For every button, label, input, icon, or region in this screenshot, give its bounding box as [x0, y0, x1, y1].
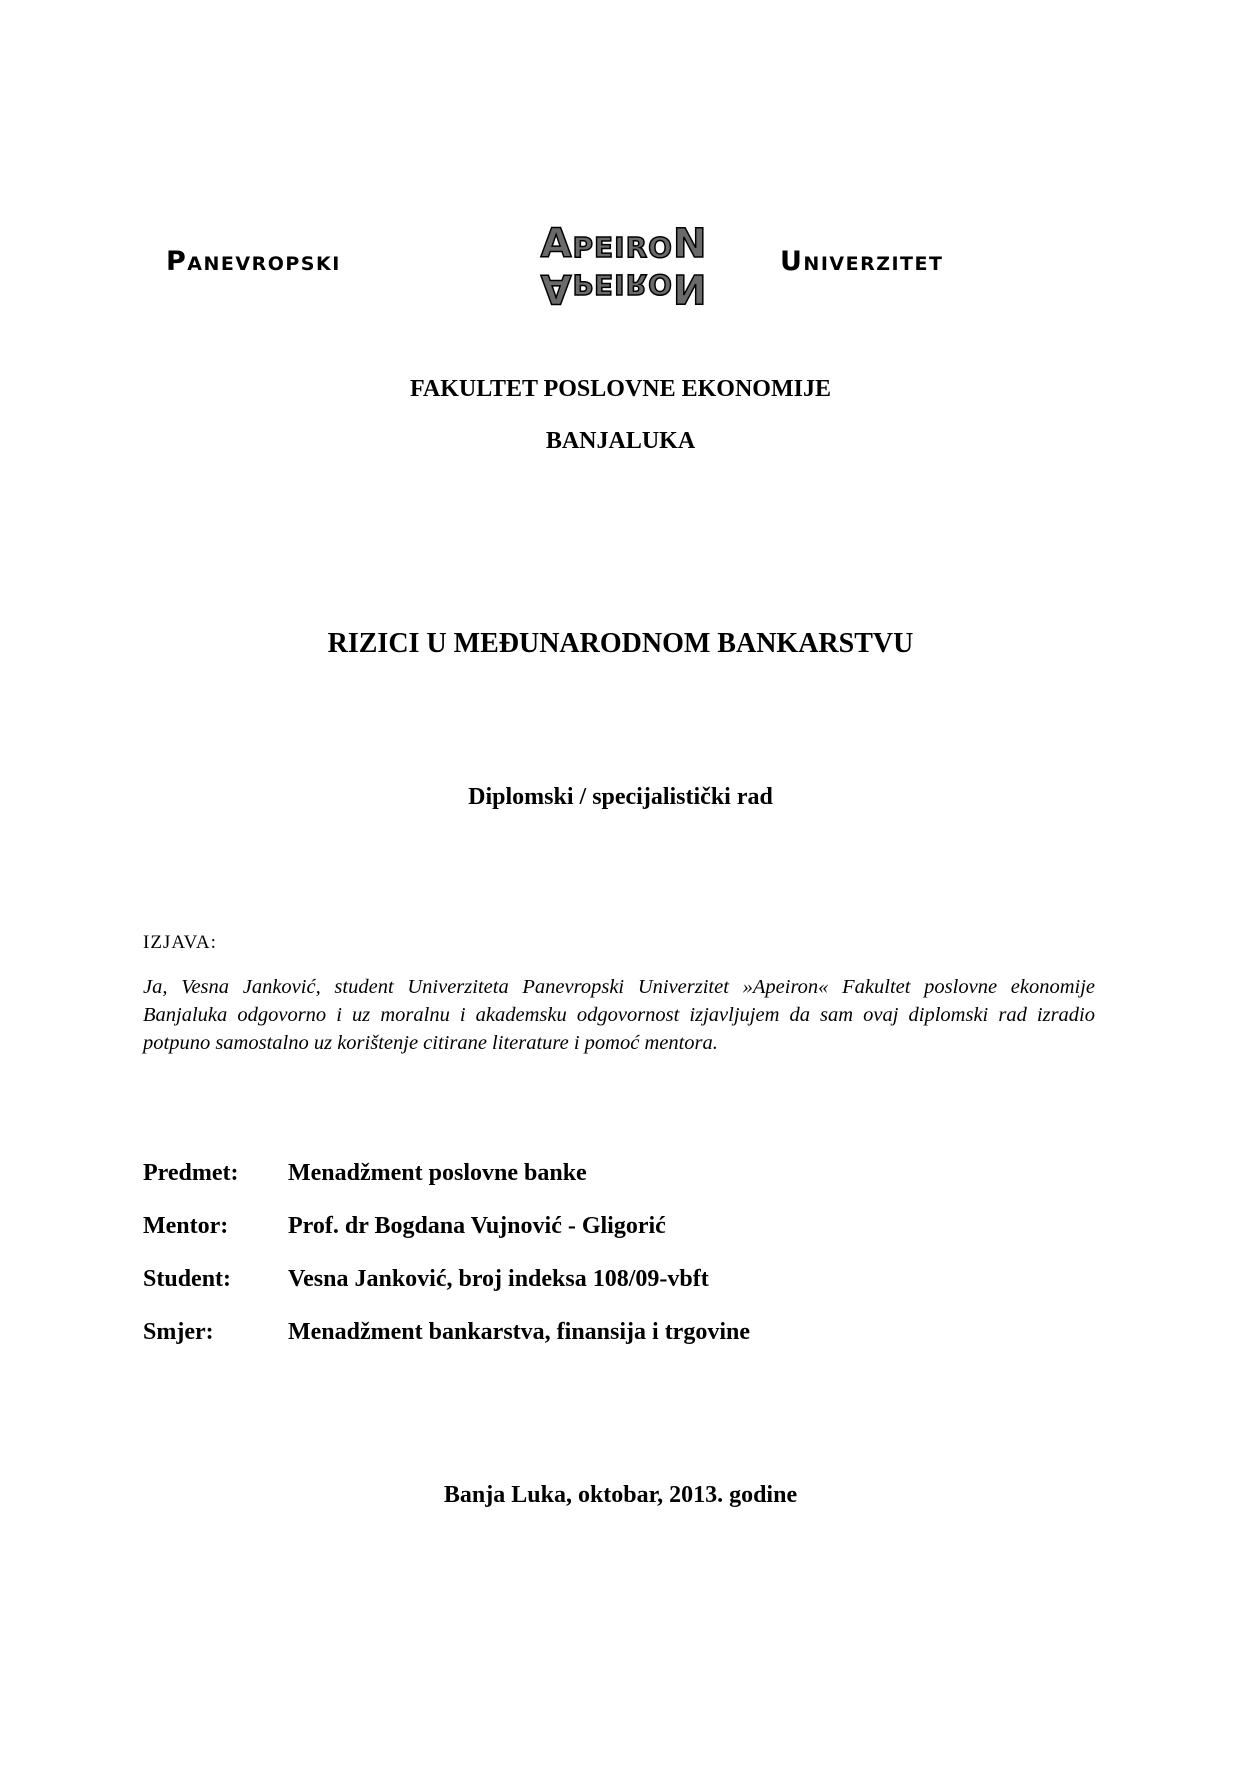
student-label: Student: — [143, 1266, 232, 1292]
mentor-label: Mentor: — [143, 1213, 229, 1239]
info-row-student — [143, 1266, 1093, 1319]
work-type: Diplomski / specijalistički rad — [468, 784, 773, 810]
logo-text-left: Panevropski — [166, 246, 341, 277]
logo-mark-top: ApeiroN — [540, 221, 708, 267]
city-name: BANJALUKA — [545, 428, 696, 454]
student-value: Vesna Janković, broj indeksa 108/09-vbft — [288, 1266, 709, 1292]
mentor-value: Prof. dr Bogdana Vujnović - Gligorić — [288, 1213, 666, 1239]
subject-label: Predmet: — [143, 1160, 239, 1186]
place-and-date: Banja Luka, oktobar, 2013. godine — [443, 1482, 798, 1508]
subject-value: Menadžment poslovne banke — [288, 1160, 587, 1186]
statement-label: IZJAVA: — [143, 932, 217, 953]
major-value: Menadžment bankarstva, finansija i trgovine — [288, 1319, 750, 1345]
info-row-mentor — [143, 1213, 1093, 1266]
logo-mark-mirrored: ApeiroN — [540, 265, 708, 311]
info-row-major — [143, 1319, 1093, 1372]
logo-text-right: Univerzitet — [780, 246, 944, 277]
apeiron-logo-mark — [494, 222, 754, 314]
thesis-title: RIZICI U MEĐUNARODNOM BANKARSTVU — [327, 628, 914, 659]
statement-text: Ja, Vesna Janković, student Univerziteta Panevropski Univerzitet »Apeiron« Fakultet poslovne ekonomije Banjaluka odgovorno i uz moralnu i akademsku odgovornost izjavljujem da sam ovaj diplomski rad izradio potpuno samostalno uz korištenje citirane literature i pomoć mentora. — [143, 976, 1095, 1054]
university-logo — [0, 222, 1241, 314]
info-row-subject — [143, 1160, 1093, 1213]
faculty-name: FAKULTET POSLOVNE EKONOMIJE — [410, 376, 831, 402]
info-table — [143, 1160, 1093, 1372]
major-label: Smjer: — [143, 1319, 214, 1345]
